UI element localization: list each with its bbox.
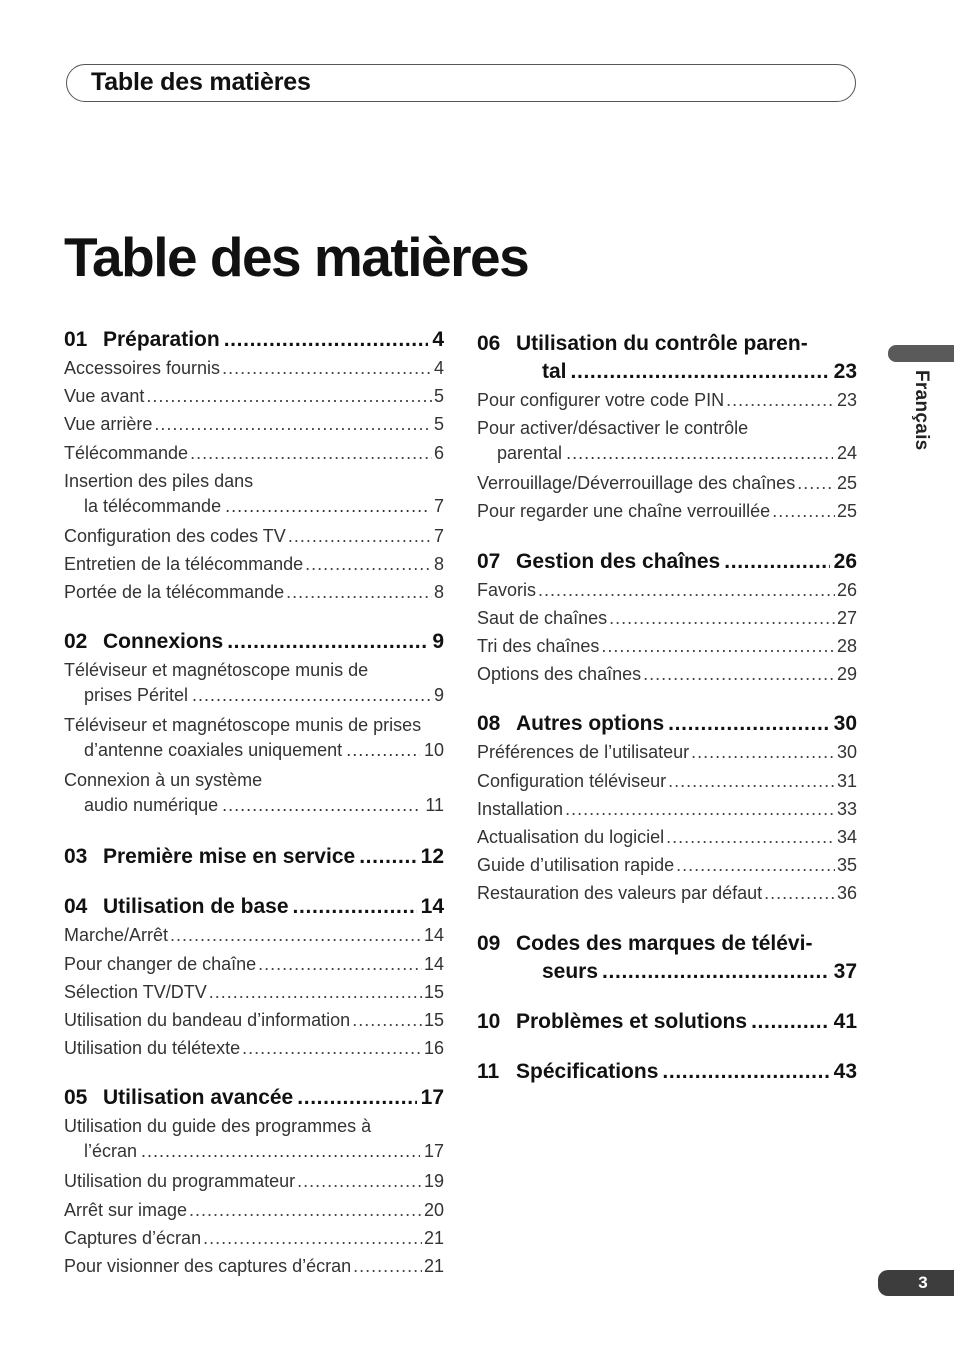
dot-leader [666, 823, 835, 851]
dot-leader [764, 879, 835, 907]
dot-leader [203, 1224, 422, 1252]
dot-leader [288, 522, 432, 550]
toc-section [64, 326, 444, 606]
toc-entry-link[interactable] [64, 950, 444, 978]
toc-entry-link[interactable] [64, 1196, 444, 1224]
entry-page-number: 19 [423, 1171, 444, 1192]
dot-leader [227, 628, 428, 656]
entry-page-number: 14 [423, 925, 444, 946]
entry-page-number: 4 [433, 358, 444, 378]
dot-leader [602, 958, 830, 986]
toc-entry-link[interactable] [477, 851, 857, 879]
toc-entry-link[interactable] [477, 879, 857, 907]
entry-text: Captures d’écran [64, 1227, 202, 1248]
section-title: Problèmes et solutions [516, 1009, 748, 1033]
toc-entry-link[interactable] [477, 660, 857, 688]
section-page-number: 37 [833, 959, 857, 983]
dot-leader [224, 326, 429, 354]
toc-entry-link[interactable] [64, 522, 444, 550]
entry-continuation [64, 1139, 444, 1164]
section-title: Codes des marques de télévi- [516, 931, 813, 955]
toc-entry-link[interactable] [477, 632, 857, 660]
section-spacer [64, 606, 444, 628]
entry-page-number: 26 [836, 579, 857, 600]
dot-leader [305, 550, 432, 578]
entry-text: Téléviseur et magnétoscope munis de prises [64, 715, 422, 736]
section-spacer [64, 1062, 444, 1084]
section-number: 08 [477, 712, 501, 736]
section-spacer [477, 688, 857, 710]
toc-entry-link[interactable] [477, 386, 857, 414]
toc-left-column [64, 326, 444, 1280]
dot-leader [258, 950, 422, 978]
entry-text-continuation: d’antenne coaxiales uniquement [84, 740, 343, 761]
dot-leader [691, 738, 835, 766]
toc-entry-link[interactable] [477, 767, 857, 795]
section-page-number: 41 [833, 1009, 857, 1033]
toc-section [477, 1008, 857, 1036]
entry-page-number: 20 [423, 1199, 444, 1220]
toc-entry-link[interactable] [64, 578, 444, 606]
section-heading-continuation [477, 358, 857, 386]
entry-page-number: 5 [433, 414, 444, 435]
dot-leader [190, 439, 432, 467]
dot-leader [225, 494, 430, 519]
toc-section [477, 330, 857, 526]
dot-leader [222, 793, 421, 818]
dot-leader [293, 893, 417, 921]
entry-page-number: 29 [836, 664, 857, 685]
section-heading-link[interactable] [477, 710, 857, 738]
section-number: 07 [477, 549, 501, 573]
section-title: Première mise en service [103, 845, 356, 869]
dot-leader [346, 738, 420, 763]
entry-text: Restauration des valeurs par défaut [477, 883, 763, 904]
section-title-continuation: seurs [542, 959, 599, 983]
toc-entry-link[interactable] [477, 604, 857, 632]
section-title: Utilisation du contrôle paren- [516, 332, 808, 355]
toc-section [477, 1058, 857, 1086]
entry-page-number: 5 [433, 386, 444, 407]
dot-leader [751, 1008, 830, 1036]
entry-page-number: 8 [433, 554, 444, 575]
entry-text: Configuration des codes TV [64, 525, 286, 546]
dot-leader [565, 795, 835, 823]
entry-page-number: 8 [433, 582, 444, 603]
toc-entry-link[interactable] [477, 795, 857, 823]
section-title: Gestion des chaînes [516, 549, 721, 573]
dot-leader [772, 497, 835, 525]
section-heading-link[interactable] [64, 326, 444, 354]
entry-continuation [64, 793, 444, 818]
toc-entry-link[interactable] [64, 656, 444, 708]
entry-page-number: 14 [423, 953, 444, 974]
dot-leader [141, 1139, 420, 1164]
toc-entry-link[interactable] [64, 1006, 444, 1034]
dot-leader [154, 410, 432, 438]
section-heading-line [477, 930, 857, 958]
toc-section [64, 1084, 444, 1280]
toc-entry-link[interactable] [477, 497, 857, 525]
section-heading-link[interactable] [64, 1084, 444, 1112]
section-number: 03 [64, 845, 88, 869]
toc-entry-link[interactable] [64, 978, 444, 1006]
header-box [66, 64, 856, 102]
dot-leader [668, 767, 835, 795]
entry-page-number: 16 [423, 1038, 444, 1059]
dot-leader [797, 469, 835, 497]
dot-leader [352, 1006, 422, 1034]
toc-section [477, 548, 857, 689]
dot-leader [676, 851, 835, 879]
dot-leader [209, 978, 422, 1006]
entry-text: Marche/Arrêt [64, 925, 169, 946]
toc-entry-link[interactable] [477, 469, 857, 497]
entry-page-number: 6 [433, 442, 444, 463]
section-heading-link[interactable] [477, 1058, 857, 1086]
dot-leader [146, 382, 432, 410]
entry-page-number: 10 [423, 740, 444, 761]
dot-leader [724, 548, 829, 576]
toc-entry-link[interactable] [477, 738, 857, 766]
entry-page-number: 7 [433, 495, 444, 516]
toc-entry-link[interactable] [64, 766, 444, 818]
section-page-number: 30 [833, 712, 857, 736]
toc-entry-link[interactable] [477, 576, 857, 604]
toc-entry-link[interactable] [64, 1112, 444, 1164]
toc-entry-link[interactable] [477, 823, 857, 851]
entry-page-number: 30 [836, 742, 857, 763]
entry-text-continuation: parental [497, 443, 563, 464]
dot-leader [242, 1034, 422, 1062]
dot-leader [643, 660, 835, 688]
entry-page-number: 31 [836, 770, 857, 791]
section-page-number: 14 [420, 895, 444, 919]
entry-page-number: 36 [836, 883, 857, 904]
entry-text: Préférences de l’utilisateur [477, 742, 690, 763]
section-heading-link[interactable] [477, 548, 857, 576]
entry-page-number: 33 [836, 798, 857, 819]
section-number: 04 [64, 895, 88, 919]
entry-text: Pour changer de chaîne [64, 953, 257, 974]
section-number: 05 [64, 1086, 88, 1110]
toc-entry-link[interactable] [64, 382, 444, 410]
entry-page-number: 28 [836, 636, 857, 657]
toc-entry-link[interactable] [64, 1252, 444, 1280]
toc-entry-link[interactable] [477, 414, 857, 466]
dot-leader [601, 632, 835, 660]
entry-page-number: 9 [433, 685, 444, 706]
section-title: Utilisation de base [103, 895, 289, 919]
section-title: Utilisation avancée [103, 1086, 294, 1110]
dot-leader [609, 604, 835, 632]
toc-section [477, 710, 857, 907]
section-number: 11 [477, 1059, 500, 1083]
dot-leader [192, 683, 430, 708]
entry-text: Installation [477, 798, 564, 819]
entry-text: Options des chaînes [477, 664, 642, 685]
section-heading-link[interactable] [477, 330, 857, 386]
section-page-number: 4 [432, 328, 444, 351]
entry-text: Entretien de la télécommande [64, 554, 304, 575]
dot-leader [170, 921, 422, 949]
entry-page-number: 21 [423, 1227, 444, 1248]
toc-section [64, 843, 444, 871]
entry-text: Vue avant [64, 386, 145, 407]
entry-text-continuation: l’écran [84, 1141, 138, 1162]
page-title: Table des matières [64, 226, 529, 288]
entry-text: Tri des chaînes [477, 636, 600, 657]
header-title: Table des matières [91, 68, 311, 96]
dot-leader [353, 1252, 422, 1280]
entry-text: Utilisation du télétexte [64, 1038, 241, 1059]
dot-leader [566, 441, 833, 466]
language-label: Français [911, 370, 932, 451]
toc-entry-link[interactable] [64, 711, 444, 763]
entry-text-continuation: prises Péritel [84, 685, 189, 706]
section-heading-continuation [477, 958, 857, 986]
entry-text: Utilisation du guide des programmes à [64, 1116, 372, 1137]
toc-entry-link[interactable] [64, 1224, 444, 1252]
toc-entry-link[interactable] [64, 921, 444, 949]
section-title: Préparation [103, 328, 220, 351]
section-heading-link[interactable] [64, 893, 444, 921]
dot-leader [668, 710, 829, 738]
toc-entry-link[interactable] [64, 1034, 444, 1062]
section-number: 06 [477, 332, 501, 355]
entry-text: Télécommande [64, 442, 189, 463]
toc-section [477, 930, 857, 986]
dot-leader [662, 1058, 829, 1086]
entry-text: Pour activer/désactiver le contrôle [477, 418, 749, 439]
entry-page-number: 27 [836, 607, 857, 628]
entry-page-number: 25 [836, 501, 857, 522]
page-number: 3 [878, 1270, 954, 1296]
section-page-number: 26 [833, 549, 857, 573]
section-page-number: 9 [432, 630, 444, 654]
entry-page-number: 24 [836, 443, 857, 464]
entry-continuation [64, 683, 444, 708]
entry-continuation [64, 494, 444, 519]
section-page-number: 23 [833, 360, 857, 383]
dot-leader [222, 354, 432, 382]
entry-text: Téléviseur et magnétoscope munis de [64, 660, 369, 681]
section-heading-line [477, 330, 857, 358]
entry-page-number: 15 [423, 1010, 444, 1031]
section-number: 10 [477, 1009, 501, 1033]
toc-entry-link[interactable] [64, 467, 444, 519]
entry-text: Utilisation du programmateur [64, 1171, 296, 1192]
entry-text: Connexion à un système [64, 770, 263, 791]
entry-text: Verrouillage/Déverrouillage des chaînes [477, 473, 796, 494]
entry-text: Pour visionner des captures d’écran [64, 1256, 352, 1277]
entry-text: Saut de chaînes [477, 607, 608, 628]
toc-right-column [477, 330, 857, 1086]
entry-text: Favoris [477, 579, 537, 600]
dot-leader [189, 1196, 422, 1224]
section-page-number: 12 [420, 845, 444, 869]
entry-text: Vue arrière [64, 414, 153, 435]
toc-section [64, 893, 444, 1062]
section-number: 02 [64, 630, 88, 654]
section-page-number: 43 [833, 1059, 857, 1083]
dot-leader [571, 358, 830, 386]
section-title-continuation: tal [542, 360, 567, 383]
dot-leader [538, 576, 835, 604]
section-heading-link[interactable] [477, 930, 857, 986]
entry-text: Accessoires fournis [64, 358, 221, 378]
entry-text: Portée de la télécommande [64, 582, 285, 603]
dot-leader [297, 1084, 416, 1112]
entry-page-number: 7 [433, 525, 444, 546]
entry-text: Sélection TV/DTV [64, 981, 207, 1002]
entry-text: Insertion des piles dans [64, 470, 254, 491]
section-spacer [477, 526, 857, 548]
section-title: Connexions [103, 630, 224, 654]
toc-entry-link[interactable] [64, 354, 444, 382]
entry-text: Guide d’utilisation rapide [477, 855, 675, 876]
entry-page-number: 21 [423, 1256, 444, 1277]
entry-text: Pour configurer votre code PIN [477, 390, 725, 410]
entry-text-continuation: audio numérique [84, 795, 219, 816]
entry-text: Actualisation du logiciel [477, 827, 665, 848]
entry-text: Configuration téléviseur [477, 770, 667, 791]
dot-leader [297, 1167, 422, 1195]
entry-page-number: 23 [836, 390, 857, 410]
dot-leader [359, 843, 416, 871]
dot-leader [726, 386, 835, 414]
section-heading-link[interactable] [64, 628, 444, 656]
section-heading-link[interactable] [64, 843, 444, 871]
toc-section [64, 628, 444, 818]
section-spacer [477, 986, 857, 1008]
section-number: 09 [477, 931, 501, 955]
section-spacer [477, 1036, 857, 1058]
entry-page-number: 17 [423, 1141, 444, 1162]
entry-text: Utilisation du bandeau d’information [64, 1010, 351, 1031]
section-heading-link[interactable] [477, 1008, 857, 1036]
section-spacer [477, 908, 857, 930]
entry-page-number: 15 [423, 981, 444, 1002]
entry-continuation [64, 738, 444, 763]
section-title: Spécifications [516, 1059, 659, 1083]
toc-entry-link[interactable] [64, 410, 444, 438]
entry-page-number: 11 [425, 795, 444, 816]
section-page-number: 17 [420, 1086, 444, 1110]
section-title: Autres options [516, 712, 665, 736]
entry-text-continuation: la télécommande [84, 495, 222, 516]
section-spacer [64, 821, 444, 843]
entry-text: Pour regarder une chaîne verrouillée [477, 501, 771, 522]
section-number: 01 [64, 328, 88, 351]
toc-entry-link[interactable] [64, 550, 444, 578]
entry-page-number: 35 [836, 855, 857, 876]
language-tab-marker [888, 345, 954, 362]
toc-entry-link[interactable] [64, 1167, 444, 1195]
toc-entry-link[interactable] [64, 439, 444, 467]
entry-continuation [477, 441, 857, 466]
entry-text: Arrêt sur image [64, 1199, 188, 1220]
entry-page-number: 34 [836, 827, 857, 848]
entry-page-number: 25 [836, 473, 857, 494]
section-spacer [64, 871, 444, 893]
dot-leader [286, 578, 432, 606]
